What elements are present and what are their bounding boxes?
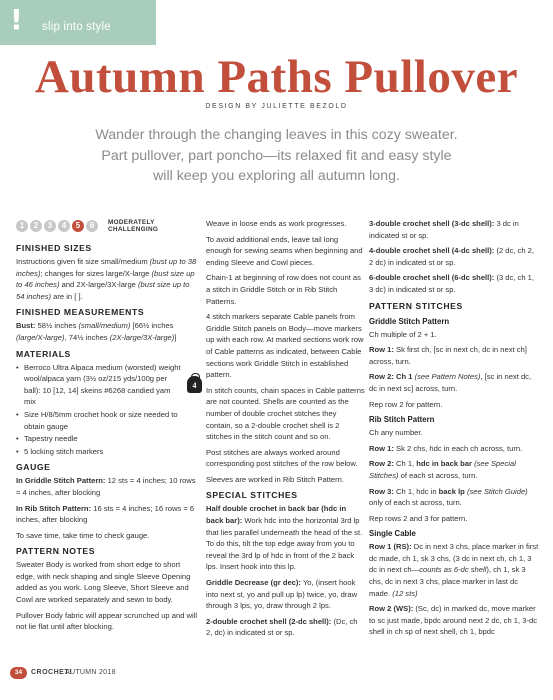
exclamation-icon: !	[10, 3, 23, 36]
special-stitch: 3-double crochet shell (3-dc shell): 3 dc in indicated st or sp.	[369, 219, 519, 240]
pattern-stitches-heading: PATTERN STITCHES	[369, 300, 463, 311]
griddle-row: Row 1: Sk first ch, [sc in next ch, dc in next ch] across, turn.	[369, 345, 527, 366]
magazine-name: CROCHET!	[31, 669, 72, 676]
rib-multiple: Ch any number.	[369, 428, 423, 438]
special-stitch: Half double crochet in back bar (hdc in back bar): Work hdc into the horizontal 3rd lp that lies parallel underneath the head of the st. To do this, tilt the top edge away from you to reveal the 3rd lp of hdc in front of the 2 back lps. Insert hook into this lp.	[206, 504, 363, 572]
material-item: • 5 locking stitch markers	[16, 446, 199, 458]
section-label: slip into style	[42, 21, 111, 33]
special-stitch: 6-double crochet shell (6-dc shell): (3 dc, ch 1, 3 dc) in indicated st or sp.	[369, 273, 535, 294]
gauge-rib: In Rib Stitch Pattern: 16 sts = 4 inches; 16 rows = 6 inches, after blocking	[16, 503, 195, 525]
rib-row: Row 2: Ch 1, hdc in back bar (see Special Stitches) of each st across, turn.	[369, 459, 516, 480]
page-footer	[10, 667, 210, 681]
column-1	[16, 218, 199, 637]
cable-row: Row 1 (RS): Dc in next 3 chs, place marker in first dc made, ch 1, sk 3 chs, (3 dc in next ch, ch 1, 3 dc in next ch—counts as 6-dc shell), ch 1, sk 3 chs, dc in next 3 chs, place marker in last dc made. (12 sts)	[369, 542, 539, 598]
note-paragraph: Chain-1 at beginning of row does not count as a stitch in Griddle Stitch or in Rib Stitch Patterns.	[206, 273, 361, 306]
gauge-note: To save time, take time to check gauge.	[16, 530, 150, 540]
section-tab	[0, 0, 156, 45]
material-item: • Berroco Ultra Alpaca medium (worsted) weight wool/alpaca yarn (3½ oz/215 yds/100g per ball): 10 [12, 14] skeins #6268 candied yam mix	[16, 362, 181, 408]
griddle-row: Row 2: Ch 1 (see Pattern Notes), [sc in next dc, dc in next sc] across, turn.	[369, 372, 532, 393]
note-paragraph: Post stitches are always worked around corresponding post stitches of the row below.	[206, 447, 358, 469]
skill-level	[16, 218, 199, 238]
note-paragraph: 4 stitch markers separate Cable panels from Griddle Stitch panels on Body—move markers up with each row. At marked sections work row of Cable patterns as indicated, between Cable sections work Griddle Stitch in established pattern.	[206, 312, 364, 380]
griddle-multiple: Ch multiple of 2 + 1.	[369, 329, 437, 339]
cable-row: Row 2 (WS): (Sc, dc) in marked dc, move marker to sc just made, bpdc around next 2 dc, ch 1, 3-dc shell in ch sp of next shell, ch 1, bpdc	[369, 604, 538, 637]
rib-row: Row 1: Sk 2 chs, hdc in each ch across, turn.	[369, 443, 523, 453]
special-stitch: Griddle Decrease (gr dec): Yo, (insert hook into next st, yo and pull up lp) twice, yo, draw through 3 lps, yo, draw through 2 lps.	[206, 578, 358, 611]
finished-sizes-heading: FINISHED SIZES	[16, 243, 92, 253]
materials-heading: MATERIALS	[16, 348, 71, 359]
skill-dot: 2	[30, 220, 42, 232]
skill-dot: 3	[44, 220, 56, 232]
special-stitch: 2-double crochet shell (2-dc shell): (Dc, ch 2, dc) in indicated st or sp.	[206, 616, 358, 638]
skill-dot: 4	[58, 220, 70, 232]
intro-line: Wander through the changing leaves in this cozy sweater.	[95, 127, 458, 143]
special-stitch: 4-double crochet shell (4-dc shell): (2 dc, ch 2, 2 dc) in indicated st or sp.	[369, 246, 535, 267]
intro-line: Part pullover, part poncho—its relaxed fit and easy style	[101, 147, 452, 164]
column-3	[369, 218, 539, 642]
skill-label: MODERATELY CHALLENGING	[108, 219, 159, 233]
rib-repeat: Rep rows 2 and 3 for pattern.	[369, 513, 468, 523]
note-paragraph: Sleeves are worked in Rib Stitch Pattern.	[206, 474, 345, 484]
special-stitches-heading: SPECIAL STITCHES	[206, 490, 298, 501]
intro-line: will keep you exploring all autumn long.	[153, 168, 400, 184]
intro-text	[0, 125, 553, 187]
note-paragraph: To avoid additional ends, leave tail long enough for sewing seams when beginning and ending Sleeve and Cowl pieces.	[206, 234, 363, 267]
cable-heading: Single Cable	[369, 529, 416, 539]
column-2	[206, 218, 365, 643]
page-number: 34	[10, 667, 27, 679]
gauge-griddle: In Griddle Stitch Pattern: 12 sts = 4 inches; 10 rows = 4 inches, after blocking	[16, 476, 196, 497]
finished-measurements-heading: FINISHED MEASUREMENTS	[16, 307, 145, 318]
skill-dot: 6	[86, 220, 98, 232]
pattern-notes-heading: PATTERN NOTES	[16, 546, 96, 557]
skill-dot-active: 5	[72, 220, 84, 232]
gauge-heading: GAUGE	[16, 462, 51, 473]
rib-heading: Rib Stitch Pattern	[369, 415, 435, 425]
issue-label: AUTUMN 2018	[65, 669, 116, 676]
yarn-weight-icon: 4	[187, 376, 202, 393]
griddle-heading: Griddle Stitch Pattern	[369, 316, 450, 326]
finished-sizes-text: Instructions given fit size small/medium (bust up to 38 inches); changes for sizes large/X-large (bust size up to 46 inches) and 2X-large/3X-large (bust size up to 54 inches) are in [ ].	[16, 257, 197, 301]
pattern-note: Sweater Body is worked from short edge to short edge, with neck shaping and single Sleeve Opening added as you work. Long Sleeve, Short Sleeve and Cowl are worked separately and sewn to body.	[16, 560, 191, 605]
skill-dot: 1	[16, 220, 28, 232]
note-paragraph: In stitch counts, chain spaces in Cable patterns are not counted. Shells are counted as the number of double crochet stitches they contain, so a 2-double crochet shell is 2 stitches in the stitch count and so on.	[206, 385, 365, 442]
griddle-repeat: Rep row 2 for pattern.	[369, 399, 443, 409]
note-paragraph: Weave in loose ends as work progresses.	[206, 219, 347, 228]
rib-row: Row 3: Ch 1, hdc in back lp (see Stitch Guide) only of each st across, turn.	[369, 486, 528, 508]
material-item: • Size H/8/5mm crochet hook or size needed to obtain gauge	[16, 409, 199, 432]
material-item: • Tapestry needle	[16, 433, 199, 445]
pattern-note: Pullover Body fabric will appear scrunched up and will not lie flat until after blocking.	[16, 610, 198, 632]
designer-credit: DESIGN BY JULIETTE BEZOLD	[205, 103, 348, 110]
finished-measurements-text: Bust: 58½ inches (small/medium) [66½ inches (large/X-large), 74½ inches (2X-large/3X-large)]	[16, 321, 177, 342]
page-title: Autumn Paths Pullover	[34, 51, 519, 103]
